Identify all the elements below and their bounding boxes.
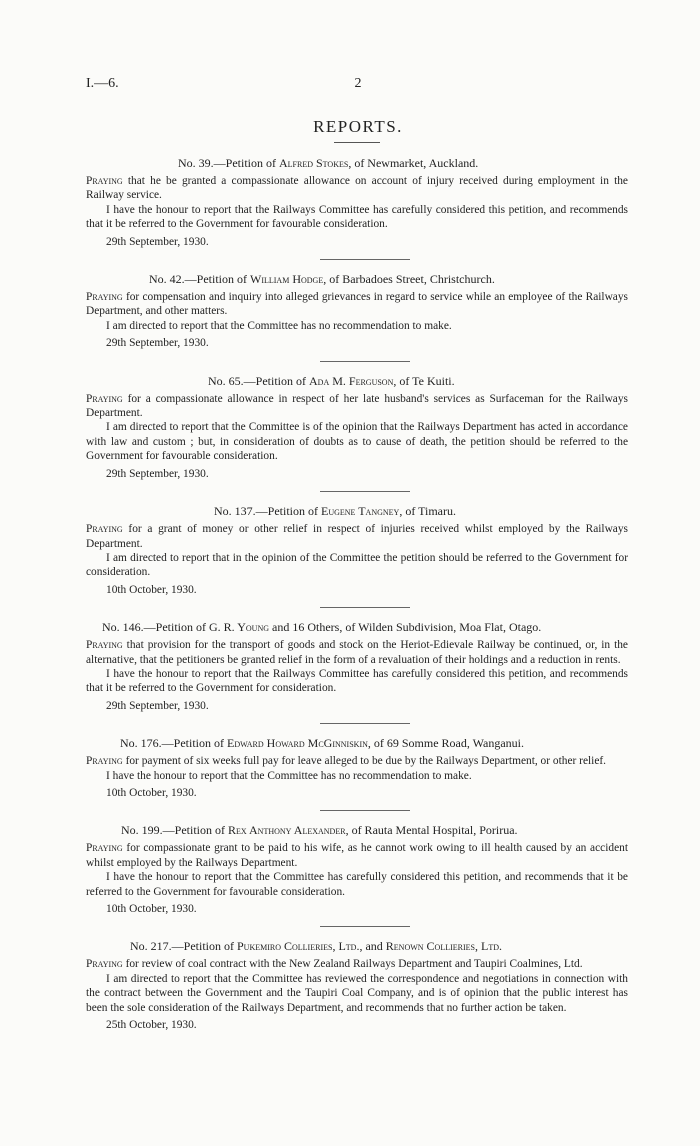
petition-heading: No. 176.—Petition of Edward Howard McGinniskin, of 69 Somme Road, Wanganui.: [120, 736, 525, 751]
committee-report: I am directed to report that the Committee has no recommendation to make.: [106, 319, 452, 332]
petitioner-name: Eugene Tangney: [321, 504, 400, 519]
committee-report: I have the honour to report that the Committee has no recommendation to make.: [106, 769, 472, 782]
section-divider: [320, 361, 410, 362]
petition-prayer: Praying that he be granted a compassionate allowance on account of injury received during employment in the Railway service.: [86, 175, 628, 202]
section-divider: [320, 926, 410, 927]
report-date: 29th September, 1930.: [106, 235, 209, 248]
petition-heading: No. 137.—Petition of Eugene Tangney, of Timaru.: [214, 504, 457, 519]
petition-heading: No. 199.—Petition of Rex Anthony Alexander, of Rauta Mental Hospital, Porirua.: [121, 823, 518, 838]
petition-heading: No. 146.—Petition of G. R. Young and 16 Others, of Wilden Subdivision, Moa Flat, Otago.: [102, 620, 542, 635]
petition-217: [86, 939, 628, 1032]
petition-heading: No. 39.—Petition of Alfred Stokes, of Newmarket, Auckland.: [178, 156, 479, 170]
petitioner-name: Edward Howard McGinniskin: [227, 736, 368, 751]
petitioner-name-2: Renown Collieries, Ltd.: [385, 939, 502, 954]
petition-prayer: Praying that provision for the transport of goods and stock on the Heriot-Edievale Railway be continued, or, in the alternative, that the petitioners be granted relief in the form of a revaluation of their holdings and a reduction in rents.: [86, 639, 628, 666]
report-date: 10th October, 1930.: [106, 903, 197, 915]
section-divider: [320, 491, 410, 492]
document-reference: I.—6.: [86, 76, 119, 91]
title-rule: [334, 142, 380, 143]
petitioner-name: Alfred Stokes: [279, 156, 349, 170]
petition-prayer: Praying for compensation and inquiry into alleged grievances in regard to service while an employee of the Railways Department, and other matters.: [86, 291, 628, 318]
committee-report: I am directed to report that the Committee has reviewed the correspondence and negotiations in connection with the contract between the Government and the Taupiri Coal Company, and is of opinion that the public interest has been the sole consideration of the Railways Department, and recommends that no further action be taken.: [86, 972, 628, 1014]
petition-prayer: Praying for review of coal contract with the New Zealand Railways Department and Taupiri Coalmines, Ltd.: [86, 958, 583, 971]
section-divider: [320, 259, 410, 260]
committee-report: I am directed to report that the Committee is of the opinion that the Railways Department has acted in accordance with law and custom ; but, in consideration of doubts as to cause of death, the petition should be referred to the Government for favourable consideration.: [86, 421, 628, 463]
petition-42: [86, 272, 628, 362]
report-date: 25th October, 1930.: [106, 1019, 197, 1032]
petitioner-name: Ada M. Ferguson: [309, 373, 394, 388]
petitioner-name: Rex Anthony Alexander: [228, 823, 346, 838]
petition-176: [86, 736, 628, 811]
section-divider: [320, 723, 410, 724]
petitioner-name: William Hodge: [250, 272, 324, 287]
section-divider: [320, 810, 410, 811]
petition-65: [86, 374, 628, 492]
report-date: 29th September, 1930.: [106, 337, 209, 350]
petition-heading: No. 65.—Petition of Ada M. Ferguson, of Te Kuiti.: [208, 373, 455, 388]
petitions-list: [86, 156, 628, 1032]
petition-prayer: Praying for a compassionate allowance in respect of her late husband's services as Surfaceman for the Railways Department.: [86, 392, 628, 420]
committee-report: I have the honour to report that the Committee has carefully considered this petition, and recommends that it be referred to the Government for favourable consideration.: [86, 871, 628, 898]
page-number: 2: [354, 76, 362, 91]
report-date: 29th September, 1930.: [106, 699, 209, 712]
section-divider: [320, 607, 410, 608]
petition-prayer: Praying for payment of six weeks full pay for leave alleged to be due by the Railways Department, or other relief.: [86, 755, 607, 768]
petition-heading: No. 217.—Petition of Pukemiro Collieries, Ltd., and Renown Collieries, Ltd.: [130, 939, 502, 954]
petitioner-name: Pukemiro Collieries, Ltd.: [237, 939, 360, 954]
report-date: 10th October, 1930.: [106, 786, 197, 799]
petition-199: [86, 823, 628, 927]
petition-146: [86, 620, 628, 724]
petition-heading: No. 42.—Petition of William Hodge, of Barbadoes Street, Christchurch.: [149, 272, 495, 287]
petitioner-name: G. R. Young: [209, 620, 269, 635]
report-date: 29th September, 1930.: [106, 467, 209, 480]
page-title: REPORTS.: [313, 117, 403, 136]
petition-prayer: Praying for compassionate grant to be paid to his wife, as he cannot work owing to ill health caused by an accident whilst employed by the Railways Department.: [86, 842, 628, 869]
committee-report: I have the honour to report that the Railways Committee has carefully considered this petition, and recommends that it be referred to the Government for consideration.: [86, 667, 628, 695]
petition-137: [86, 504, 628, 608]
petition-prayer: Praying for a grant of money or other relief in respect of injuries received whilst employed by the Railways Department.: [86, 523, 628, 550]
report-date: 10th October, 1930.: [106, 583, 197, 596]
committee-report: I am directed to report that in the opinion of the Committee the petition should be referred to the Government for consideration.: [86, 551, 628, 579]
committee-report: I have the honour to report that the Railways Committee has carefully considered this petition, and recommends that it be referred to the Government for favourable consideration.: [86, 203, 628, 231]
petition-39: [86, 156, 628, 260]
